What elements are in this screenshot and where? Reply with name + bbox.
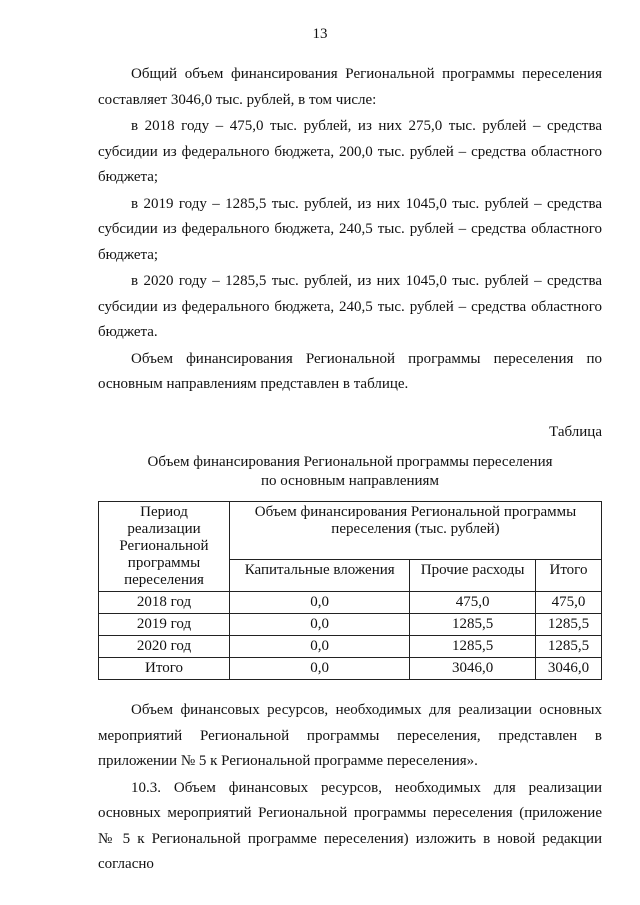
paragraph-2019: в 2019 году – 1285,5 тыс. рублей, из них 1045,0 тыс. рублей – средства субсидии из федерального бюджета, 240,5 тыс. рублей – средства областного бюджета;: [98, 195, 602, 263]
table-row: [99, 636, 602, 658]
table-row: [99, 592, 602, 614]
row-other: 1285,5: [410, 636, 536, 658]
row-period: 2018 год: [99, 592, 230, 614]
table-label: Таблица: [549, 423, 602, 440]
header-other: Прочие расходы: [410, 559, 536, 591]
row-capital: 0,0: [230, 636, 410, 658]
header-period: Период реализации Региональной программы переселения: [99, 502, 230, 592]
row-total: 1285,5: [535, 636, 601, 658]
paragraph-2018: в 2018 году – 475,0 тыс. рублей, из них 275,0 тыс. рублей – средства субсидии из федерального бюджета, 200,0 тыс. рублей – средства областного бюджета;: [98, 118, 602, 185]
paragraph-2020: в 2020 году – 1285,5 тыс. рублей, из них 1045,0 тыс. рублей – средства субсидии из федерального бюджета, 240,5 тыс. рублей – средства областного бюджета.: [98, 273, 602, 340]
header-total: Итого: [535, 559, 601, 591]
paragraph-total: Общий объем финансирования Региональной программы переселения составляет 3046,0 тыс. рублей, в том числе:: [98, 66, 602, 108]
table-title: [98, 453, 602, 491]
row-other: 1285,5: [410, 614, 536, 636]
row-total: 1285,5: [535, 614, 601, 636]
table-title-line2: по основным направлениям: [261, 473, 439, 489]
header-capital: Капитальные вложения: [230, 559, 410, 591]
table-title-line1: Объем финансирования Региональной программы переселения: [147, 454, 553, 470]
row-capital: 0,0: [230, 592, 410, 614]
row-other: 3046,0: [410, 658, 536, 680]
document-body: [98, 62, 602, 879]
row-capital: 0,0: [230, 658, 410, 680]
table-header-row: [99, 502, 602, 560]
page-number: 13: [312, 26, 328, 42]
financing-table: [98, 501, 602, 680]
row-period: Итого: [99, 658, 230, 680]
row-capital: 0,0: [230, 614, 410, 636]
table-row: [99, 614, 602, 636]
row-total: 3046,0: [535, 658, 601, 680]
row-period: 2020 год: [99, 636, 230, 658]
table-row-total: [99, 658, 602, 680]
paragraph-table-intro: Объем финансирования Региональной программы переселения по основным направлениям представлен в таблице.: [98, 350, 602, 392]
row-other: 475,0: [410, 592, 536, 614]
row-period: 2019 год: [99, 614, 230, 636]
header-group: Объем финансирования Региональной программы переселения (тыс. рублей): [230, 502, 602, 560]
paragraph-10-3: 10.3. Объем финансовых ресурсов, необходимых для реализации основных мероприятий Региональной программы переселения (приложение № 5 к Региональной программе переселения) изложить в новой редакции согласно: [98, 779, 602, 872]
row-total: 475,0: [535, 592, 601, 614]
paragraph-resources: Объем финансовых ресурсов, необходимых для реализации основных мероприятий Региональной программы переселения, представлен в приложении № 5 к Региональной программе переселения».: [98, 702, 602, 769]
